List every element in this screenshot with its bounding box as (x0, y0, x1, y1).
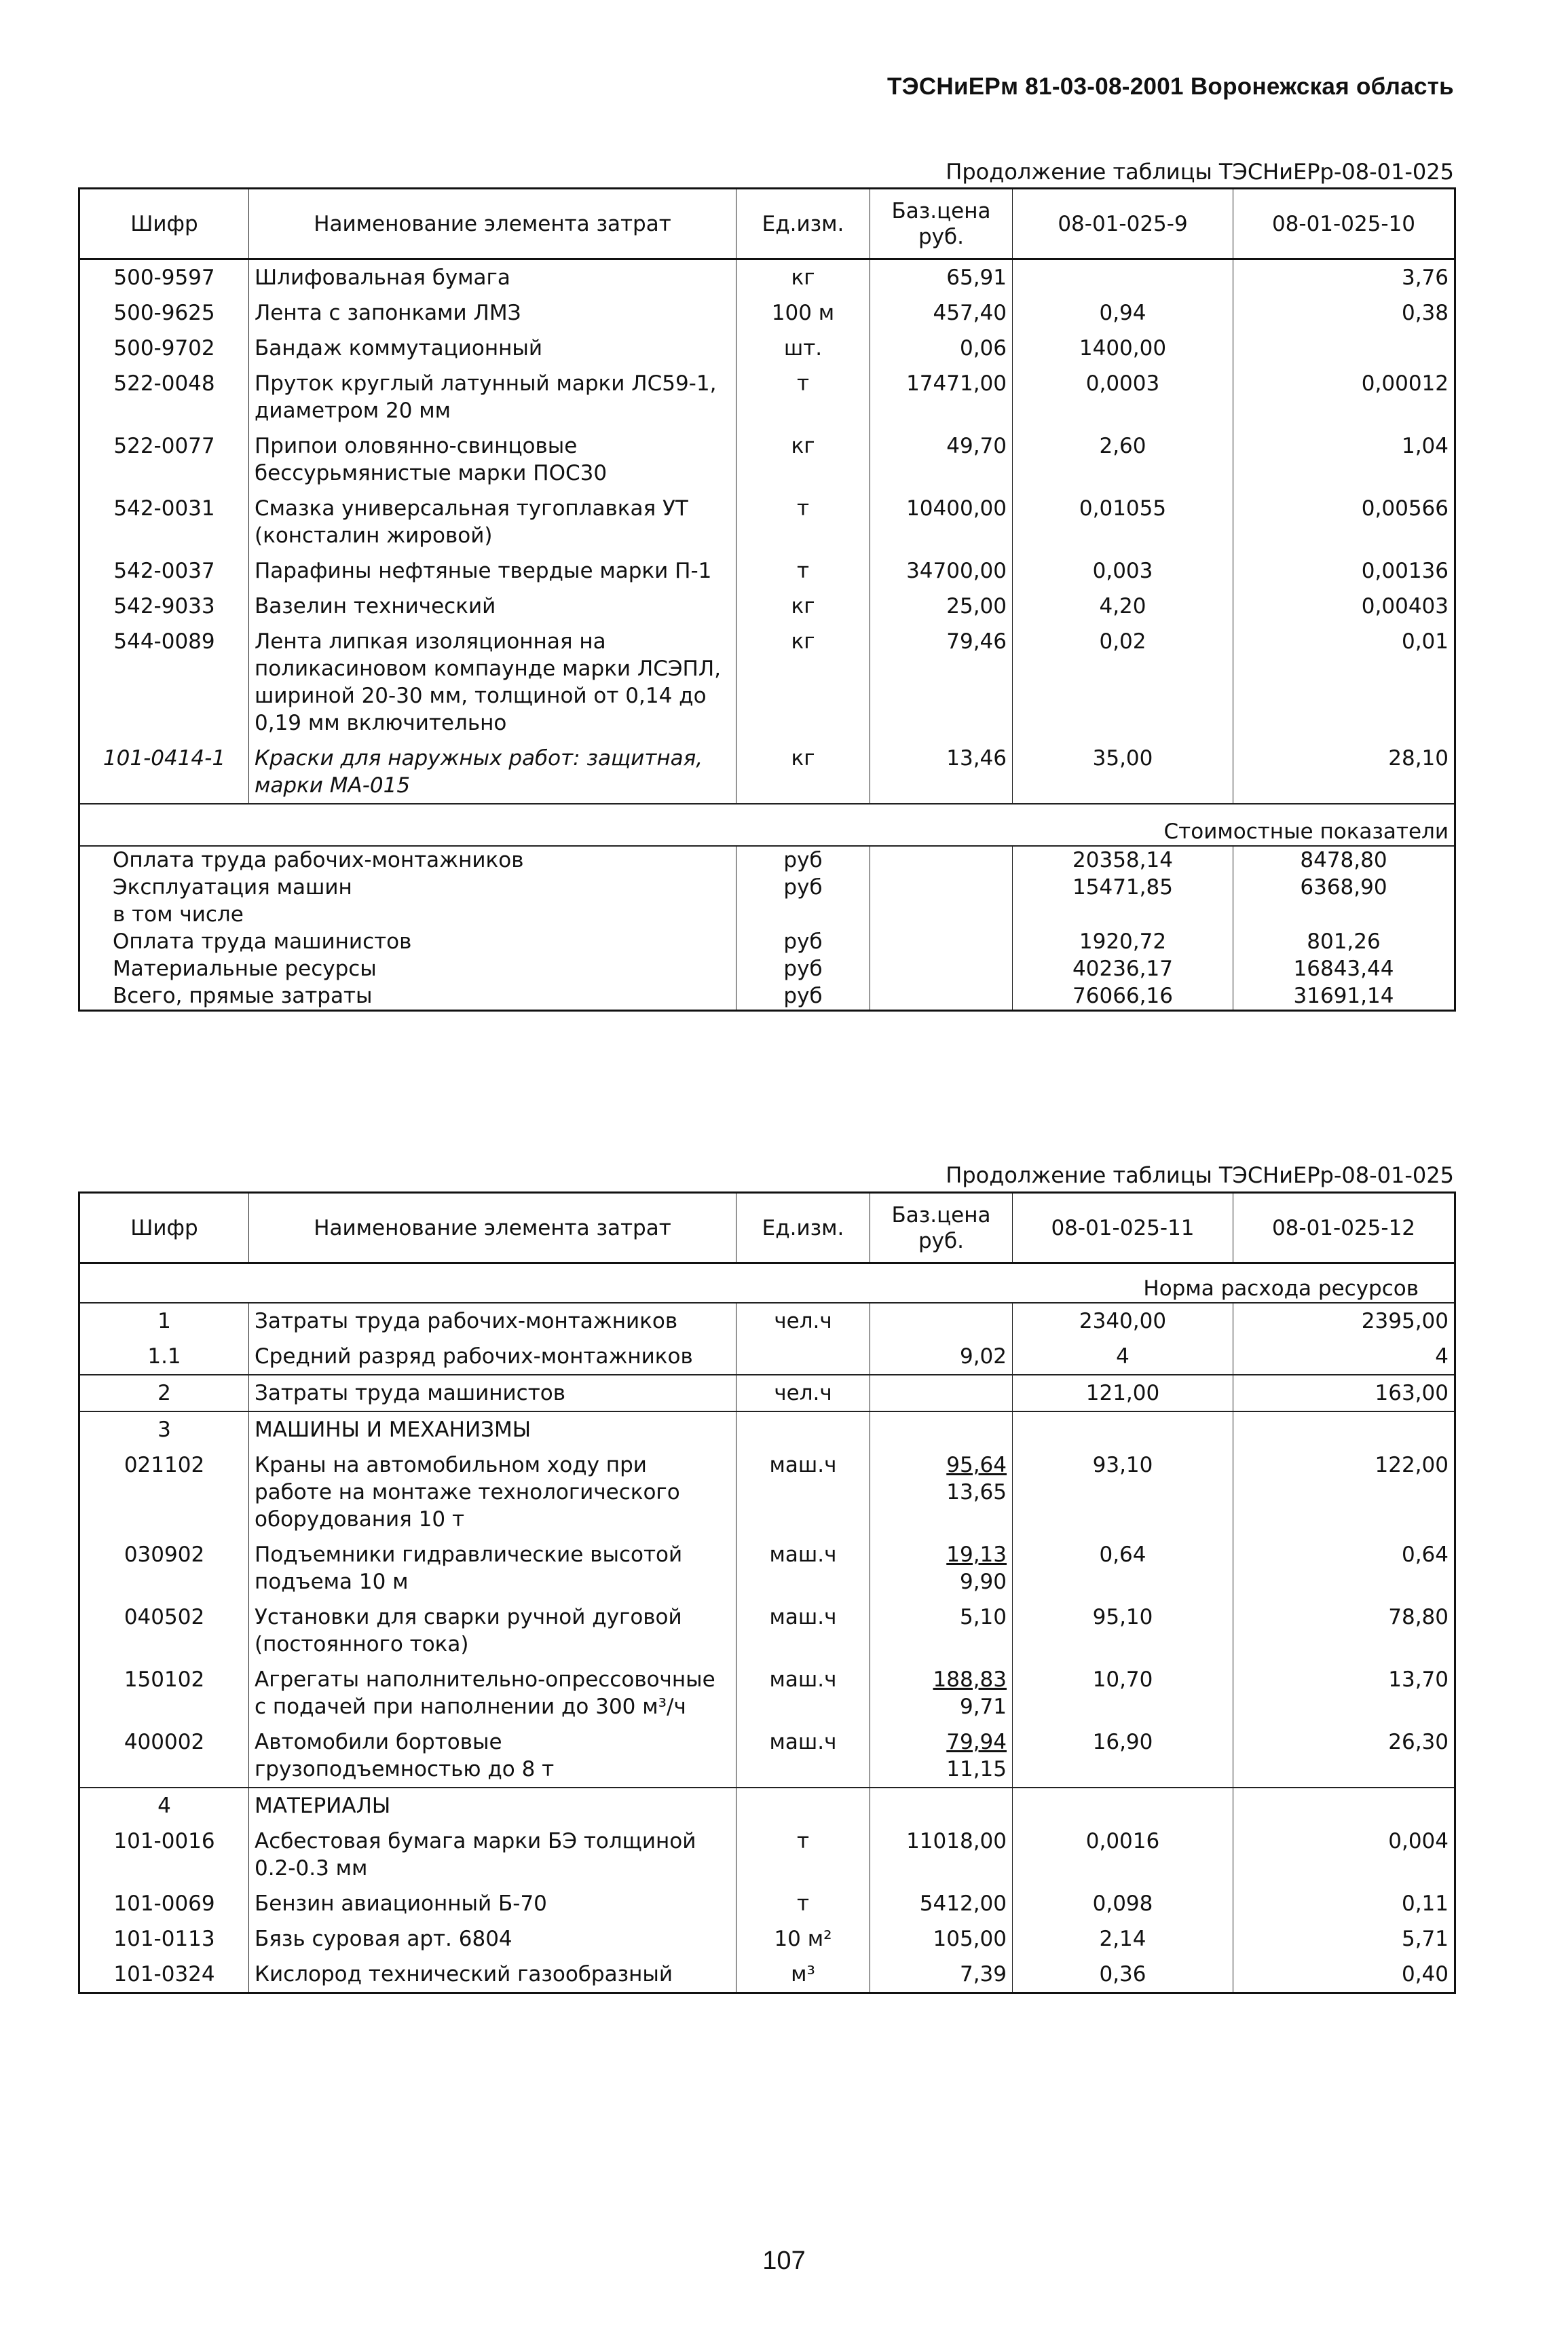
resource-code: 500-9597 (113, 265, 215, 290)
cost-value-col2: 31691,14 (1233, 982, 1455, 1011)
value-col1: 121,00 (1013, 1375, 1233, 1411)
value-col2: 5,71 (1233, 1921, 1455, 1957)
resource-code: 021102 (124, 1453, 205, 1477)
resource-unit (736, 1339, 870, 1375)
value-col1: 93,10 (1013, 1447, 1233, 1537)
table2-col-v2: 08-01-025-12 (1233, 1193, 1455, 1263)
cost-unit: руб (736, 874, 870, 901)
table-row (79, 624, 1455, 741)
resource-price: 34700,00 (870, 553, 1013, 589)
resource-unit: т (736, 491, 870, 553)
resource-price: 49,70 (870, 428, 1013, 491)
empty-cell (736, 1411, 870, 1447)
resource-code: 400002 (124, 1730, 205, 1754)
resource-price-cell (870, 1662, 1013, 1724)
table2 (78, 1191, 1456, 1994)
cost-price (870, 846, 1013, 874)
section-row (79, 1788, 1455, 1824)
table-row (79, 331, 1455, 366)
cost-row (79, 901, 1455, 928)
machine-row (79, 1662, 1455, 1724)
cost-label: Оплата труда рабочих-монтажников (113, 848, 524, 872)
empty-cell (870, 1411, 1013, 1447)
resource-code: 2 (157, 1381, 171, 1405)
resource-name: Автомобили бортовые грузоподъемностью до 8 т (249, 1724, 736, 1788)
cost-value-col1: 20358,14 (1013, 846, 1233, 874)
resource-name: Бандаж коммутационный (249, 331, 736, 366)
value-col1: 2,14 (1013, 1921, 1233, 1957)
machine-row (79, 1537, 1455, 1600)
resource-name: Парафины нефтяные твердые марки П-1 (249, 553, 736, 589)
cost-value-col1: 15471,85 (1013, 874, 1233, 901)
resource-price: 11018,00 (870, 1824, 1013, 1886)
cost-value-col1: 1920,72 (1013, 928, 1233, 955)
cost-header: Стоимостные показатели (79, 804, 1455, 846)
resource-name: Затраты труда машинистов (249, 1375, 736, 1411)
resource-unit: шт. (736, 331, 870, 366)
resource-name: Кислород технический газообразный (249, 1957, 736, 1993)
resource-name: Бязь суровая арт. 6804 (249, 1921, 736, 1957)
resource-code: 1.1 (147, 1344, 181, 1369)
cost-unit (736, 901, 870, 928)
table-row (79, 428, 1455, 491)
resource-code: 1 (157, 1309, 171, 1333)
value-col1: 0,098 (1013, 1886, 1233, 1921)
resource-price: 79,46 (870, 624, 1013, 741)
resource-unit: т (736, 553, 870, 589)
cost-price (870, 955, 1013, 982)
resource-code: 542-9033 (113, 594, 215, 618)
value-col1: 0,36 (1013, 1957, 1233, 1993)
value-col1: 16,90 (1013, 1724, 1233, 1788)
resource-price: 105,00 (870, 1921, 1013, 1957)
cost-value-col1 (1013, 901, 1233, 928)
resource-unit: кг (736, 589, 870, 624)
value-col1: 0,0003 (1013, 366, 1233, 428)
resource-unit: маш.ч (736, 1447, 870, 1537)
table-row (79, 366, 1455, 428)
resource-name: Краски для наружных работ: защитная, марки МА-015 (249, 741, 736, 804)
machine-row (79, 1600, 1455, 1662)
resource-code: 544-0089 (113, 629, 215, 654)
cost-value-col2: 16843,44 (1233, 955, 1455, 982)
section-number: 3 (157, 1418, 171, 1442)
resource-price (870, 1303, 1013, 1339)
value-col1: 2,60 (1013, 428, 1233, 491)
cost-unit: руб (736, 928, 870, 955)
value-col2: 0,00136 (1233, 553, 1455, 589)
resource-unit: 10 м² (736, 1921, 870, 1957)
resource-unit: т (736, 1824, 870, 1886)
machinist-wage: 11,15 (946, 1757, 1007, 1781)
cost-value-col1: 76066,16 (1013, 982, 1233, 1011)
resource-unit: маш.ч (736, 1724, 870, 1788)
value-col2: 0,64 (1233, 1537, 1455, 1600)
table2-col-v1: 08-01-025-11 (1013, 1193, 1233, 1263)
price-value: 188,83 (933, 1667, 1007, 1692)
value-col1: 1400,00 (1013, 331, 1233, 366)
cost-price (870, 901, 1013, 928)
machinist-wage: 9,71 (959, 1695, 1007, 1719)
cost-label: Материальные ресурсы (113, 957, 377, 981)
resource-price: 25,00 (870, 589, 1013, 624)
table-row (79, 491, 1455, 553)
resource-code: 500-9702 (113, 336, 215, 361)
resource-unit: кг (736, 428, 870, 491)
value-col2: 4 (1233, 1339, 1455, 1375)
table-row (79, 295, 1455, 331)
machinist-wage: 13,65 (946, 1480, 1007, 1504)
resource-code: 030902 (124, 1542, 205, 1567)
table-row (79, 589, 1455, 624)
value-col1: 4,20 (1013, 589, 1233, 624)
resource-name: Агрегаты наполнительно-опрессовочные с подачей при наполнении до 300 м³/ч (249, 1662, 736, 1724)
table-row (79, 1921, 1455, 1957)
table-row (79, 1303, 1455, 1339)
table2-col-unit: Ед.изм. (736, 1193, 870, 1263)
resource-price: 0,06 (870, 331, 1013, 366)
resource-name: Затраты труда рабочих-монтажников (249, 1303, 736, 1339)
cost-unit: руб (736, 955, 870, 982)
table1-col-v1: 08-01-025-9 (1013, 189, 1233, 259)
resource-unit: кг (736, 741, 870, 804)
value-col1: 0,64 (1013, 1537, 1233, 1600)
value-col2: 0,00012 (1233, 366, 1455, 428)
value-col1: 0,02 (1013, 624, 1233, 741)
value-col1: 95,10 (1013, 1600, 1233, 1662)
empty-cell (1013, 1788, 1233, 1824)
cost-value-col2: 8478,80 (1233, 846, 1455, 874)
machine-row (79, 1724, 1455, 1788)
table1-continuation-note: Продолжение таблицы ТЭСНиЕРр-08-01-025 (946, 159, 1454, 185)
table1-col-price: Баз.цена руб. (870, 189, 1013, 259)
cost-price (870, 982, 1013, 1011)
resource-name: Краны на автомобильном ходу при работе на монтаже технологического оборудования 10 т (249, 1447, 736, 1537)
resource-name: Припои оловянно-свинцовые бессурьмянистые марки ПОС30 (249, 428, 736, 491)
value-col2 (1233, 331, 1455, 366)
resource-code: 500-9625 (113, 301, 215, 325)
cost-value-col1: 40236,17 (1013, 955, 1233, 982)
page-number: 107 (762, 2247, 806, 2275)
table1-col-unit: Ед.изм. (736, 189, 870, 259)
norm-header: Норма расхода ресурсов (79, 1263, 1455, 1304)
value-col2: 3,76 (1233, 259, 1455, 296)
value-col1: 35,00 (1013, 741, 1233, 804)
resource-unit: маш.ч (736, 1537, 870, 1600)
resource-name: Лента с запонками ЛМЗ (249, 295, 736, 331)
table-row (79, 259, 1455, 296)
resource-name: Асбестовая бумага марки БЭ толщиной 0.2-0.3 мм (249, 1824, 736, 1886)
resource-unit: кг (736, 624, 870, 741)
value-col1: 0,003 (1013, 553, 1233, 589)
resource-unit: т (736, 1886, 870, 1921)
resource-price: 13,46 (870, 741, 1013, 804)
table-row (79, 1375, 1455, 1411)
value-col2: 122,00 (1233, 1447, 1455, 1537)
cost-value-col2: 6368,90 (1233, 874, 1455, 901)
resource-unit: маш.ч (736, 1600, 870, 1662)
resource-price-cell (870, 1600, 1013, 1662)
resource-price (870, 1375, 1013, 1411)
resource-price-cell (870, 1447, 1013, 1537)
section-title: МАТЕРИАЛЫ (249, 1788, 736, 1824)
empty-cell (870, 1788, 1013, 1824)
resource-name: Вазелин технический (249, 589, 736, 624)
resource-price: 9,02 (870, 1339, 1013, 1375)
section-number: 4 (157, 1794, 171, 1818)
table2-continuation-note: Продолжение таблицы ТЭСНиЕРр-08-01-025 (946, 1162, 1454, 1188)
table2-col-name: Наименование элемента затрат (249, 1193, 736, 1263)
table1-col-name: Наименование элемента затрат (249, 189, 736, 259)
value-col2: 0,40 (1233, 1957, 1455, 1993)
value-col1: 0,94 (1013, 295, 1233, 331)
value-col2: 28,10 (1233, 741, 1455, 804)
value-col2: 163,00 (1233, 1375, 1455, 1411)
table-row (79, 1957, 1455, 1993)
resource-code: 542-0037 (113, 559, 215, 583)
resource-unit: 100 м (736, 295, 870, 331)
cost-value-col2: 801,26 (1233, 928, 1455, 955)
value-col2: 0,38 (1233, 295, 1455, 331)
resource-price: 5412,00 (870, 1886, 1013, 1921)
table-row (79, 1886, 1455, 1921)
resource-code: 101-0069 (113, 1891, 215, 1916)
table1 (78, 187, 1456, 1012)
value-col2: 26,30 (1233, 1724, 1455, 1788)
cost-value-col2 (1233, 901, 1455, 928)
cost-row (79, 928, 1455, 955)
resource-price: 457,40 (870, 295, 1013, 331)
empty-cell (1013, 1411, 1233, 1447)
resource-code: 101-0324 (113, 1962, 215, 1986)
value-col2: 0,01 (1233, 624, 1455, 741)
cost-row (79, 874, 1455, 901)
table-row (79, 1339, 1455, 1375)
resource-code: 101-0414-1 (102, 746, 226, 771)
machine-row (79, 1447, 1455, 1537)
empty-cell (1233, 1788, 1455, 1824)
value-col1: 10,70 (1013, 1662, 1233, 1724)
value-col2: 13,70 (1233, 1662, 1455, 1724)
resource-unit: т (736, 366, 870, 428)
resource-code: 101-0113 (113, 1927, 215, 1951)
resource-name: Пруток круглый латунный марки ЛС59-1, диаметром 20 мм (249, 366, 736, 428)
resource-price: 17471,00 (870, 366, 1013, 428)
resource-unit: маш.ч (736, 1662, 870, 1724)
resource-code: 522-0077 (113, 434, 215, 458)
price-value: 19,13 (946, 1542, 1007, 1567)
cost-row (79, 955, 1455, 982)
resource-unit: кг (736, 259, 870, 296)
resource-code: 040502 (124, 1605, 205, 1629)
machinist-wage: 9,90 (959, 1570, 1007, 1594)
resource-name: Лента липкая изоляционная на поликасиновом компаунде марки ЛСЭПЛ, шириной 20-30 мм, толщиной от 0,14 до 0,19 мм включительно (249, 624, 736, 741)
section-title: МАШИНЫ И МЕХАНИЗМЫ (249, 1411, 736, 1447)
resource-unit: чел.ч (736, 1303, 870, 1339)
cost-label: Всего, прямые затраты (113, 984, 373, 1008)
resource-price: 65,91 (870, 259, 1013, 296)
resource-name: Средний разряд рабочих-монтажников (249, 1339, 736, 1375)
value-col2: 0,00566 (1233, 491, 1455, 553)
cost-label: в том числе (113, 902, 244, 927)
value-col1: 0,0016 (1013, 1824, 1233, 1886)
resource-price-cell (870, 1537, 1013, 1600)
cost-price (870, 874, 1013, 901)
resource-name: Подъемники гидравлические высотой подъема 10 м (249, 1537, 736, 1600)
empty-cell (736, 1788, 870, 1824)
resource-price: 10400,00 (870, 491, 1013, 553)
section-row (79, 1411, 1455, 1447)
cost-label: Эксплуатация машин (113, 875, 352, 900)
table2-col-price: Баз.цена руб. (870, 1193, 1013, 1263)
norm-section-header (79, 1263, 1455, 1304)
value-col1: 0,01055 (1013, 491, 1233, 553)
value-col2: 2395,00 (1233, 1303, 1455, 1339)
value-col1: 2340,00 (1013, 1303, 1233, 1339)
table-row (79, 741, 1455, 804)
resource-price: 7,39 (870, 1957, 1013, 1993)
value-col1: 4 (1013, 1339, 1233, 1375)
table1-col-code: Шифр (130, 211, 198, 236)
cost-row (79, 846, 1455, 874)
cost-section-header (79, 804, 1455, 846)
resource-code: 150102 (124, 1667, 205, 1692)
resource-price-cell (870, 1724, 1013, 1788)
resource-unit: м³ (736, 1957, 870, 1993)
value-col2: 1,04 (1233, 428, 1455, 491)
resource-name: Смазка универсальная тугоплавкая УТ (консталин жировой) (249, 491, 736, 553)
price-value: 79,94 (946, 1730, 1007, 1754)
cost-unit: руб (736, 982, 870, 1011)
value-col1 (1013, 259, 1233, 296)
table1-col-v2: 08-01-025-10 (1233, 189, 1455, 259)
resource-code: 522-0048 (113, 371, 215, 396)
resource-unit: чел.ч (736, 1375, 870, 1411)
document-header: ТЭСНиЕРм 81-03-08-2001 Воронежская область (886, 73, 1454, 100)
value-col2: 0,00403 (1233, 589, 1455, 624)
resource-name: Шлифовальная бумага (249, 259, 736, 296)
empty-cell (1233, 1411, 1455, 1447)
cost-unit: руб (736, 846, 870, 874)
table-row (79, 1824, 1455, 1886)
price-value: 95,64 (946, 1453, 1007, 1477)
cost-row (79, 982, 1455, 1011)
table2-col-code: Шифр (130, 1215, 198, 1240)
resource-name: Бензин авиационный Б-70 (249, 1886, 736, 1921)
resource-code: 101-0016 (113, 1829, 215, 1853)
cost-label: Оплата труда машинистов (113, 929, 412, 954)
cost-price (870, 928, 1013, 955)
price-value: 5,10 (959, 1605, 1007, 1629)
value-col2: 0,004 (1233, 1824, 1455, 1886)
resource-code: 542-0031 (113, 496, 215, 521)
value-col2: 78,80 (1233, 1600, 1455, 1662)
value-col2: 0,11 (1233, 1886, 1455, 1921)
table-row (79, 553, 1455, 589)
resource-name: Установки для сварки ручной дуговой (постоянного тока) (249, 1600, 736, 1662)
